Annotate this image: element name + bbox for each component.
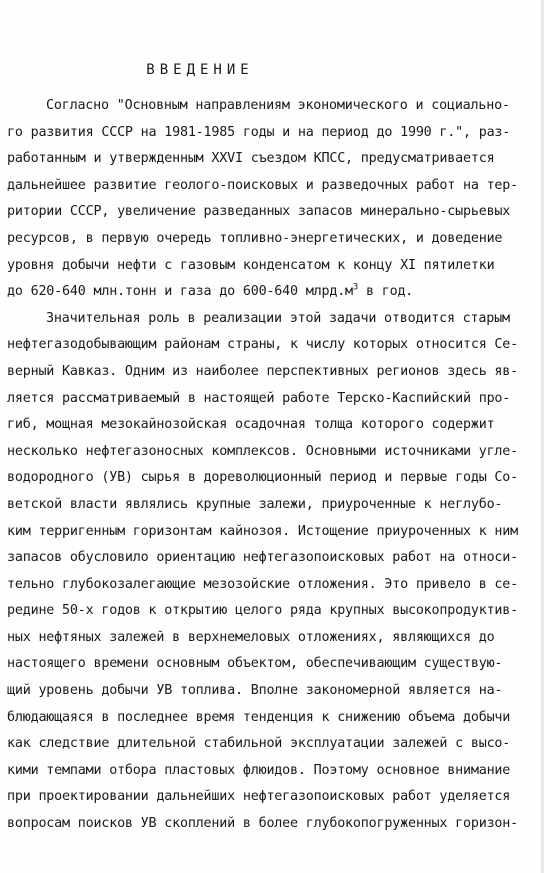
text-line-content: как следствие длительной стабильной эксплуатации залежей с высо-: [7, 736, 511, 752]
text-line: [7, 253, 519, 280]
text-line: [7, 146, 519, 173]
text-line-content: вопросам поисков УВ скоплений в более глубокопогруженных горизон-: [7, 816, 519, 832]
text-line-content: блюдающаяся в последнее время тенденция к снижению объема добычи: [7, 709, 511, 725]
text-line-content: нефтегазодобывающим районам страны, к числу которых относится Се-: [7, 337, 519, 353]
text-line: [7, 306, 519, 333]
document-body: [7, 93, 519, 838]
text-line-content: верный Кавказ. Одним из наиболее перспективных регионов здесь яв-: [7, 363, 519, 379]
document-heading: ВВЕДЕНИЕ: [146, 62, 254, 78]
text-line-content: уровня добычи нефти с газовым конденсатом к концу XI пятилетки: [7, 257, 495, 273]
text-line: [7, 359, 519, 386]
text-line-content: ветской власти являлись крупные залежи, приуроченные к неглубо-: [7, 496, 503, 512]
text-line: [7, 173, 519, 200]
text-line: [7, 226, 519, 253]
text-line-content: работанным и утвержденным ХХVI съездом КПСС, предусматривается: [7, 151, 495, 167]
text-line-content: ритории СССР, увеличение разведанных запасов минерально-сырьевых: [7, 204, 511, 220]
text-line: [7, 332, 519, 359]
text-line-content: редине 50-х годов к открытию целого ряда крупных высокопродуктив-: [7, 603, 519, 619]
text-line-content: водородного (УВ) сырья в дореволюционный период и первые годы Со-: [7, 470, 519, 486]
text-line: [7, 279, 519, 306]
text-line: [7, 465, 519, 492]
superscript: 3: [352, 282, 359, 293]
text-line: [7, 598, 519, 625]
text-line: [7, 784, 519, 811]
text-line-content: ляется рассматриваемый в настоящей работе Терско-Каспийский про-: [7, 390, 511, 406]
text-line-content: ных нефтяных залежей в верхнемеловых отложениях, являющихся до: [7, 629, 495, 645]
text-line-content: гиб, мощная мезокайнозойская осадочная толща которого содержит: [7, 417, 495, 433]
text-line: [7, 519, 519, 546]
text-line-content: запасов обусловило ориентацию нефтегазопоисковых работ на относи-: [7, 550, 519, 566]
text-line: [7, 199, 519, 226]
text-line: [7, 412, 519, 439]
text-line-content: до 620-640 млн.тонн и газа до 600-640 млрд.м: [7, 284, 353, 300]
text-line: [7, 120, 519, 147]
text-line-content: ким терригенным горизонтам кайнозоя. Истощение приуроченных к ним: [7, 523, 519, 539]
text-line-content: при проектировании дальнейших нефтегазопоисковых работ уделяется: [7, 789, 511, 805]
text-line-content: настоящего времени основным объектом, обеспечивающим существую-: [7, 656, 503, 672]
text-line: [7, 386, 519, 413]
text-line: [7, 93, 519, 120]
text-line-content: Значительная роль в реализации этой задачи отводится старым: [46, 310, 510, 326]
text-line: [7, 572, 519, 599]
text-line-content: го развития СССР на 1981-1985 годы и на период до 1990 г.", раз-: [7, 124, 511, 140]
text-line: [7, 678, 519, 705]
text-line-content: кими темпами отбора пластовых флюидов. Поэтому основное внимание: [7, 762, 511, 778]
text-line: [7, 811, 519, 838]
text-line: [7, 625, 519, 652]
text-line: [7, 758, 519, 785]
text-line: [7, 731, 519, 758]
text-line-content: ресурсов, в первую очередь топливно-энергетических, и доведение: [7, 230, 503, 246]
text-line: [7, 705, 519, 732]
text-line-content: несколько нефтегазоносных комплексов. Основными источниками угле-: [7, 443, 519, 459]
text-line-content: тельно глубокозалегающие мезозойские отложения. Это привело в се-: [7, 576, 519, 592]
text-line: [7, 439, 519, 466]
text-line: [7, 545, 519, 572]
text-line-content: щий уровень добычи УВ топлива. Вполне закономерной является на-: [7, 683, 503, 699]
text-line-suffix: в год.: [358, 284, 414, 300]
text-line: [7, 492, 519, 519]
text-line-content: Согласно "Основным направлениям экономического и социально-: [46, 98, 510, 113]
text-line: [7, 651, 519, 678]
text-line-content: дальнейшее развитие геолого-поисковых и разведочных работ на тер-: [7, 177, 519, 193]
